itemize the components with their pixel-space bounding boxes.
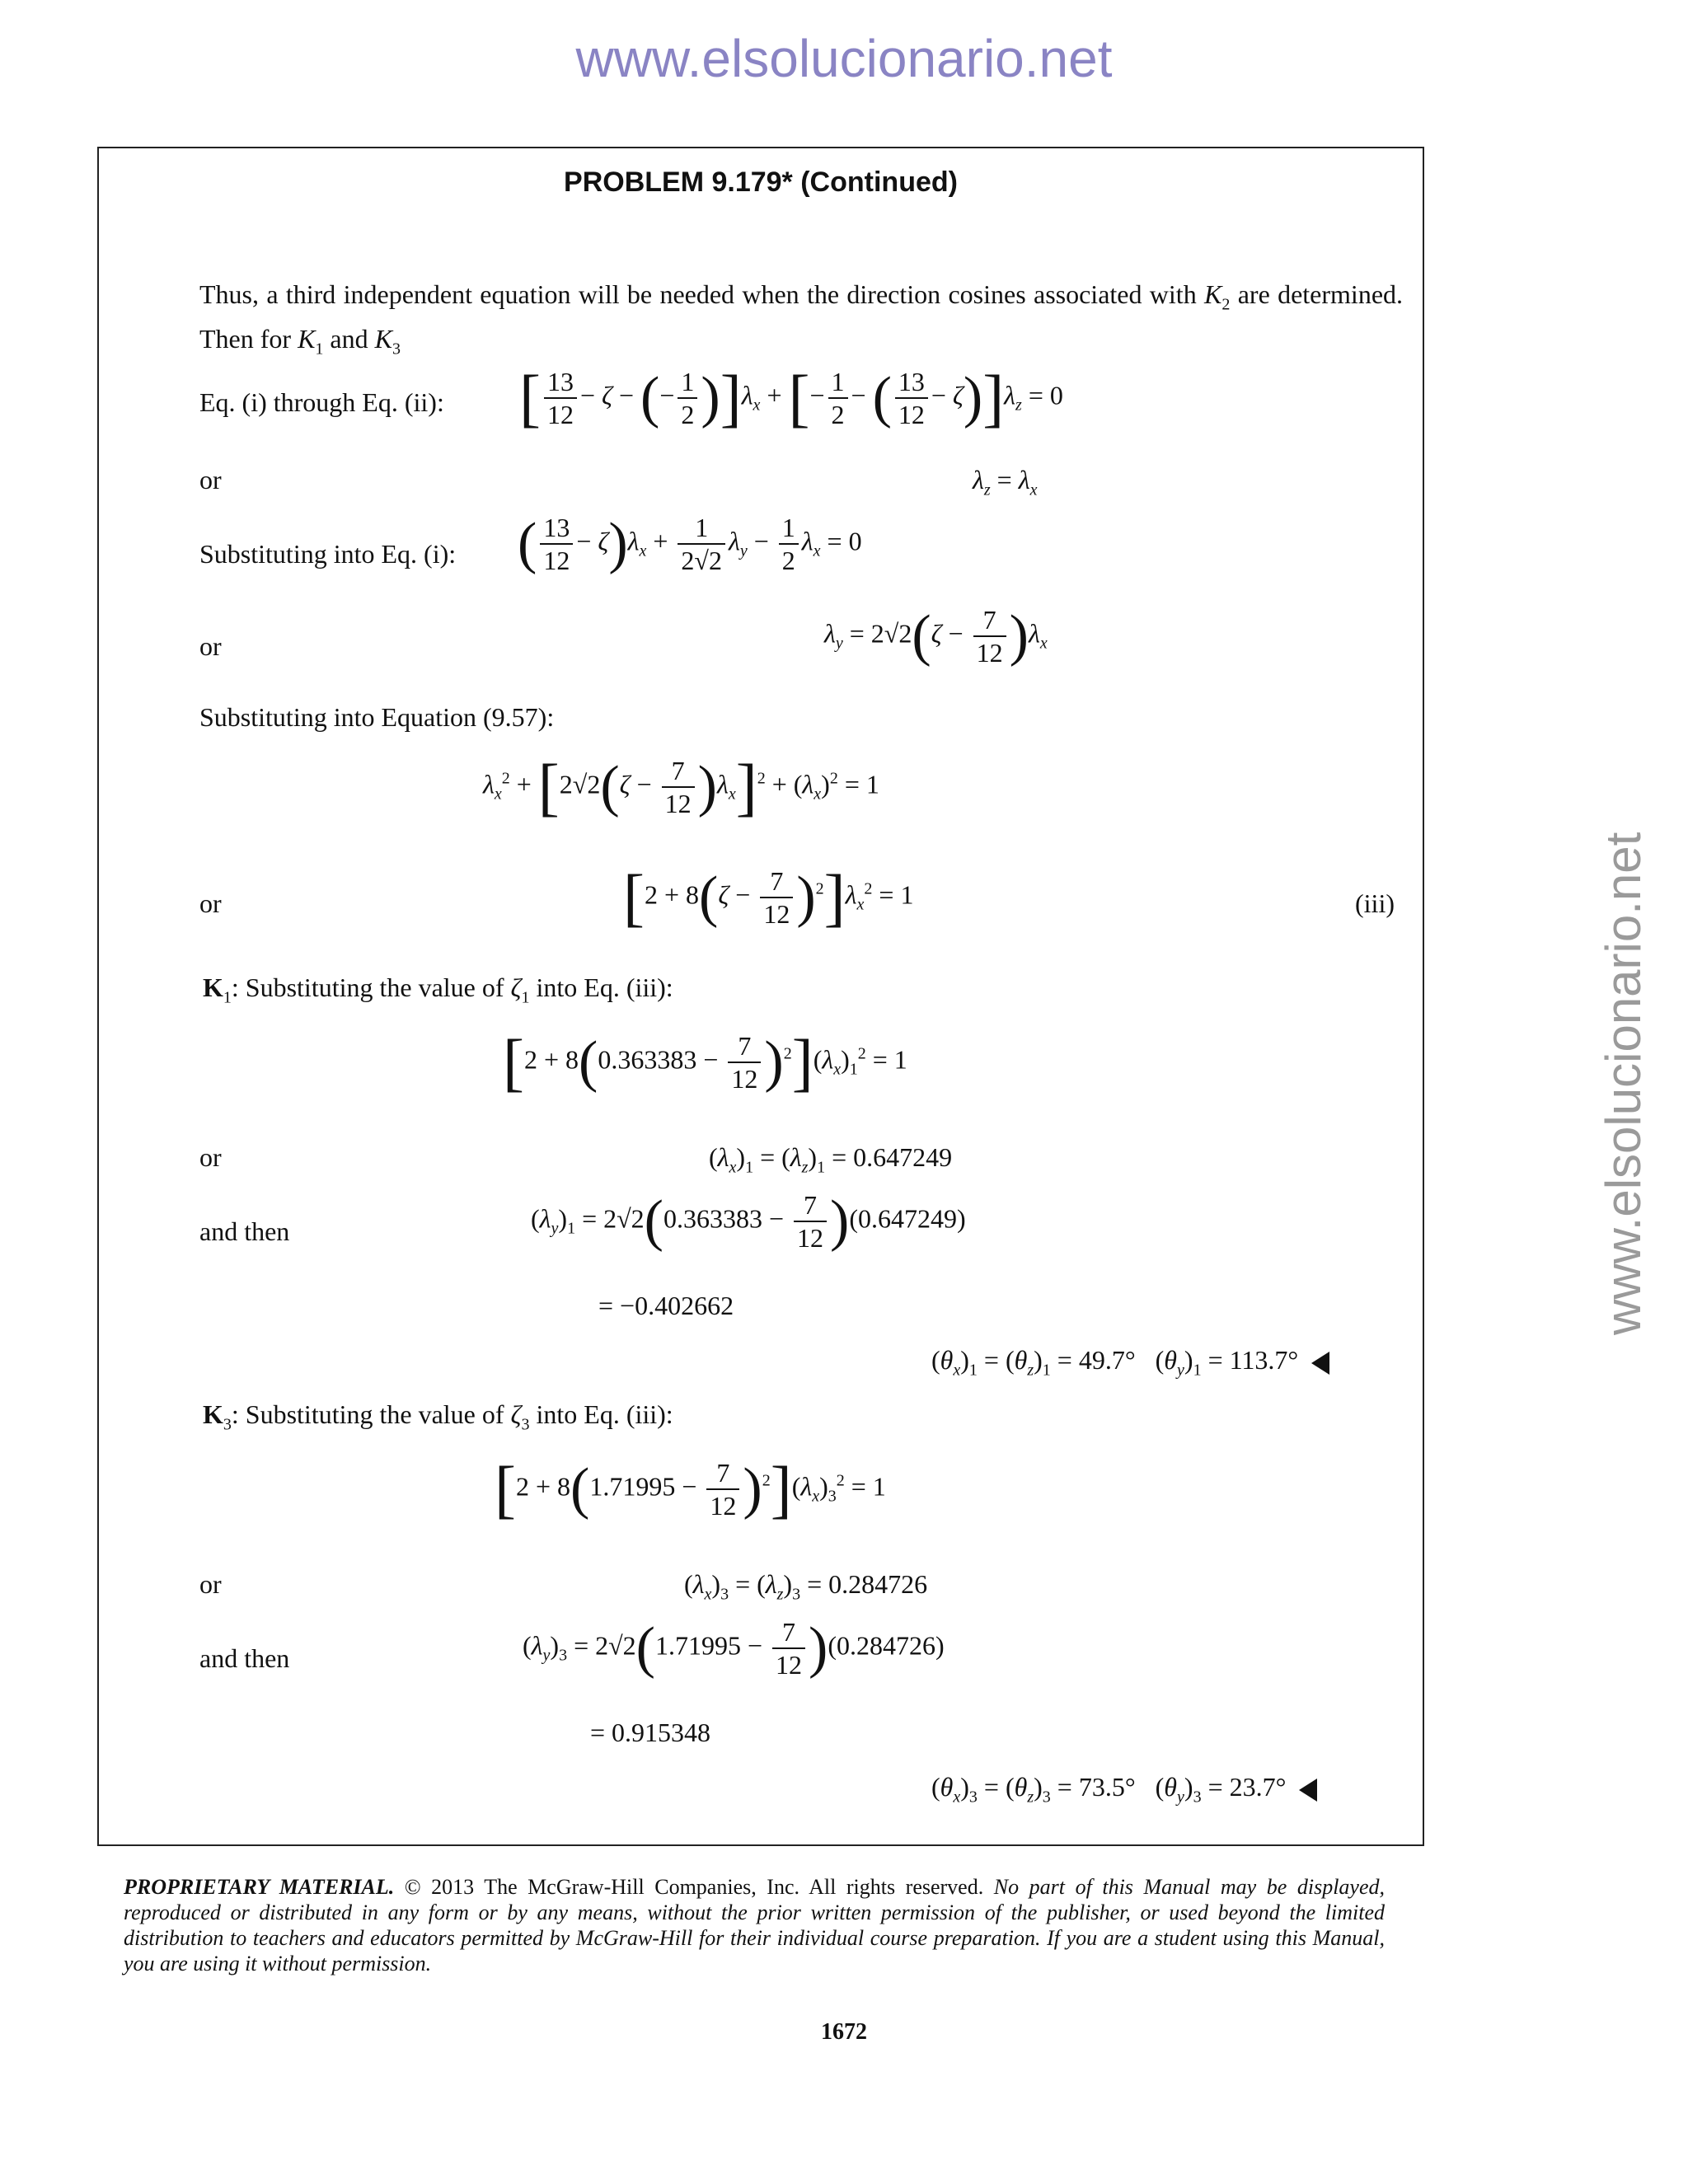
k3-heading: $K_3$: Substituting the value of $\zeta_3$ into Eq. (iii): xyxy=(203,1399,673,1434)
label-sub-i: Substituting into Eq. (i): xyxy=(199,539,457,569)
equation-lx3: $(\lambda_x)_3 = (\lambda_z)_3 = 0.284726$ xyxy=(684,1569,928,1604)
label-or-3: or xyxy=(199,888,222,918)
answer-arrow-icon xyxy=(1299,1779,1317,1802)
label-or-1: or xyxy=(199,465,222,494)
answer-arrow-icon xyxy=(1311,1352,1329,1375)
equation-ly: $\lambda_y = 2√2(\zeta$ − $\frac{7}{12}$ )$\lambda_x$ xyxy=(824,604,1048,668)
equation-k3-iii: [2 + 8(1.71995 − $\frac{7}{12}$ )$^2](\lambda_x)_3^2 = 1$ xyxy=(495,1453,886,1525)
label-and-then-2: and then xyxy=(199,1643,290,1673)
equation-iii: [2 + 8(ζ − $\frac{7}{12}$ )$^2]\lambda_x^2 = 1$ xyxy=(623,861,914,933)
footer-notice xyxy=(124,1874,1385,1976)
footer-lead: PROPRIETARY MATERIAL. xyxy=(124,1875,395,1899)
equation-ly1: $(\lambda_y)_1 = 2√2(0.363383$ − $\frac{7}{12}$ )(0.647249) xyxy=(531,1189,966,1253)
equation-lx1: $(\lambda_x)_1 = (\lambda_z)_1 = 0.647249$ xyxy=(709,1142,953,1177)
k1-heading: $K_1$: Substituting the value of $\zeta_1$ into Eq. (iii): xyxy=(203,972,673,1007)
problem-title: PROBLEM 9.179* (Continued) xyxy=(564,166,958,198)
intro-paragraph: Thus, a third independent equation will be needed when the direction cosines associated with $K_2$ are determined. Then for $K_1$ and $K_3$ xyxy=(199,279,1404,359)
intro-text-a: Thus, a third independent equation will be needed when the direction cosines associated with xyxy=(199,279,1197,309)
equation-lz-lx: $\lambda_z = \lambda_x$ xyxy=(973,465,1038,499)
label-iii: (iii) xyxy=(1355,888,1395,918)
problem-frame xyxy=(97,147,1424,1846)
equation-957: $\lambda_x^2 + [2√2(\zeta$ − $\frac{7}{12}$ )$\lambda_x]^2 + (\lambda_x)^2 = 1$ xyxy=(483,751,879,823)
watermark-top: www.elsolucionario.net xyxy=(575,29,1113,88)
footer-legal: No part of this Manual may be displayed, reproduced or distributed in any form or by any means, without the prior written permission of the publisher, or used beyond the limited distribution to teachers and educators permitted by McGraw-Hill for their individual course preparation. If you are a student using this Manual, you are using it without permission. xyxy=(124,1875,1386,1975)
footer-copyright: © 2013 The McGraw-Hill Companies, Inc. All rights reserved. xyxy=(404,1875,984,1899)
label-sub-957: Substituting into Equation (9.57): xyxy=(199,702,555,732)
equation-sub-i: ( $\frac{13}{12}$ − $\zeta)\lambda_x$ + $\frac{1}{2√2}$ $\lambda_y$ − $\frac{1}{2}$ $\lambda_x = 0$ xyxy=(518,512,862,575)
intro-and: and xyxy=(330,324,368,354)
label-and-then-1: and then xyxy=(199,1216,290,1246)
watermark-side: www.elsolucionario.net xyxy=(1596,832,1651,1335)
equation-ly1-result: = −0.402662 xyxy=(598,1291,734,1320)
answer-k3: $(\theta_x)_3 = (\theta_z)_3 = 73.5^\circ$ $(\theta_y)_3 = 23.7^\circ$ xyxy=(931,1772,1317,1807)
answer-k1: $(\theta_x)_1 = (\theta_z)_1 = 49.7^\circ$ $(\theta_y)_1 = 113.7^\circ$ xyxy=(931,1345,1329,1380)
label-or-2: or xyxy=(199,631,222,661)
label-eq-i-ii: Eq. (i) through Eq. (ii): xyxy=(199,387,444,417)
intro-text-b: are determined. Then for xyxy=(199,279,1404,354)
page-number: 1672 xyxy=(821,2019,867,2045)
equation-k1-iii: [2 + 8(0.363383 − $\frac{7}{12}$ )$^2](\lambda_x)_1^2 = 1$ xyxy=(503,1026,907,1098)
label-or-4: or xyxy=(199,1142,222,1172)
equation-ly3-result: = 0.915348 xyxy=(590,1718,711,1747)
equation-i-ii: [ $\frac{13}{12}$ − ζ − (− $\frac{1}{2}$ )]$\lambda_x$ + [− $\frac{1}{2}$ − ( $\frac{13}{12}$ − $\zeta)]\lambda_z = 0$ xyxy=(519,362,1063,434)
label-or-5: or xyxy=(199,1569,222,1599)
equation-ly3: $(\lambda_y)_3 = 2√2(1.71995$ − $\frac{7}{12}$ )(0.284726) xyxy=(523,1616,945,1680)
